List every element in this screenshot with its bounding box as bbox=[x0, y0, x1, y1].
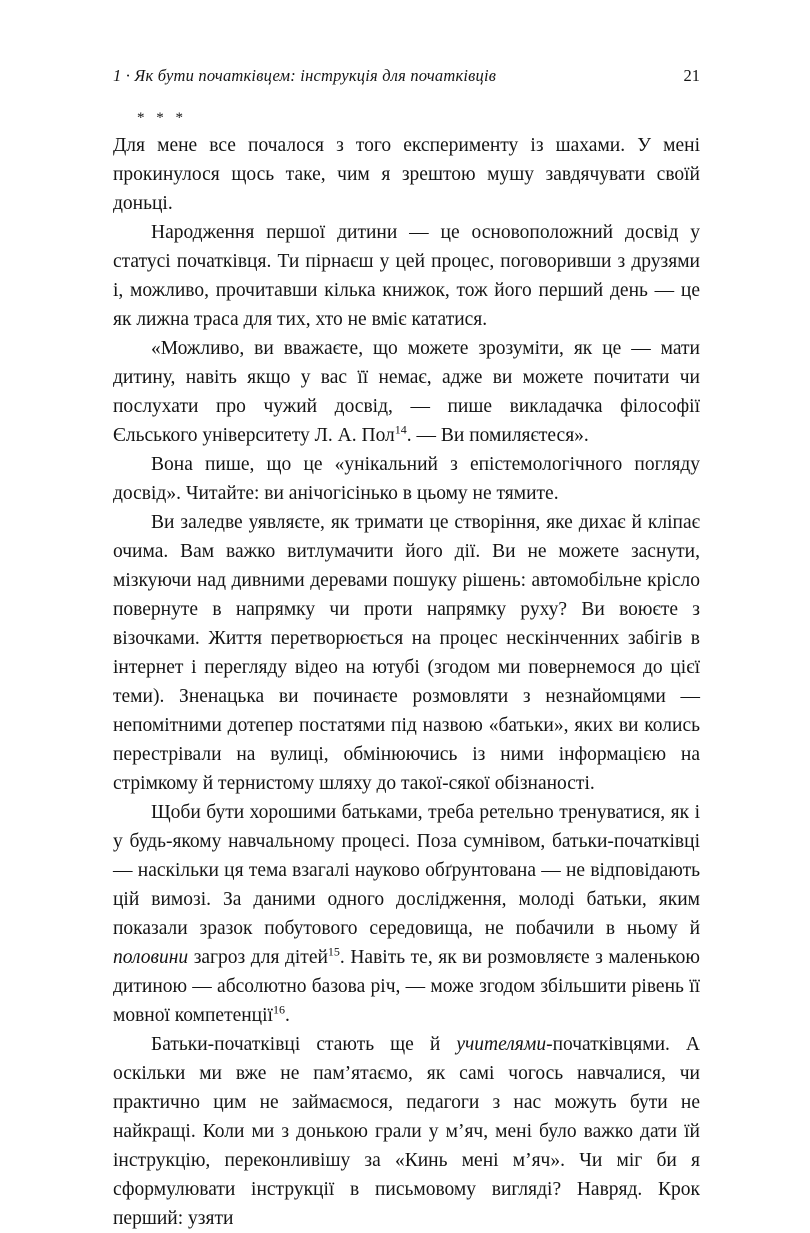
running-title: 1 · Як бути початківцем: інструкція для початківців bbox=[113, 66, 497, 85]
paragraph bbox=[113, 334, 700, 450]
text-segment: загроз для дітей bbox=[188, 947, 328, 968]
body-text bbox=[113, 131, 700, 1233]
text-segment: . bbox=[284, 1005, 290, 1026]
text-segment: Щоби бути хорошими батьками, треба ретельно тренуватися, як і у будь-якому навчальному процесі. Поза сумнівом, батьки-початківці — наскільки ця тема взагалі науково обґрунтована — не відповідають цій вимозі. За даними одного дослідження, молоді батьки, яким показали зразок побутового середовища, не побачили в ньому й bbox=[113, 802, 700, 939]
text-segment: Батьки-початківці стають ще й bbox=[151, 1034, 457, 1055]
paragraph bbox=[113, 450, 700, 508]
text-segment: «Можливо, ви вважаєте, що можете зрозуміти, як це — мати дитину, навіть якщо у вас її немає, адже ви можете почитати чи послухати про чужий досвід, — пише викладачка філософії Єльського університету Л. А. Пол bbox=[113, 338, 700, 446]
section-break: * * * bbox=[137, 110, 187, 126]
text-segment: Ви заледве уявляєте, як тримати це створіння, яке дихає й кліпає очима. Вам важко витлумачити його дії. Ви не можете заснути, мізкуючи над дивними деревами пошуку рішень: автомобільне крісло повернуте в напрямку чи проти напрямку руху? Ви воюєте з візочками. Життя перетворюється на процес нескінченних забігів в інтернет і перегляду відео на ютубі (згодом ми повернемося до цієї теми). Зненацька ви починаєте розмовляти з незнайомцями — непомітними дотепер постатями під назвою «батьки», яких ви колись перестрівали на вулиці, обмінюючись із ними інформацією на стрімкому й тернистому шляху до такої-сякої обізнаності. bbox=[113, 512, 700, 794]
paragraph bbox=[113, 1030, 700, 1233]
text-segment: . — Ви помиляєтеся». bbox=[406, 425, 589, 446]
paragraph bbox=[113, 508, 700, 798]
text-segment: половини bbox=[113, 947, 189, 968]
paragraph bbox=[113, 131, 700, 218]
text-segment: учителями bbox=[456, 1034, 547, 1055]
text-segment: Вона пише, що це «унікальний з епістемологічного погляду досвід». Читайте: ви анічогісінько в цьому не тямите. bbox=[113, 454, 700, 504]
text-segment: -початківцями. А оскільки ми вже не пам’ятаємо, як самі чогось навчалися, чи практично цим не займаємося, педагоги з нас можуть бути не найкращі. Коли ми з донькою грали у м’яч, мені було важко дати їй інструкцію, переконливішу за «Кинь мені м’яч». Чи міг би я сформулювати інструкції в письмовому вигляді? Навряд. Крок перший: узяти bbox=[113, 1034, 701, 1229]
page-number: 21 bbox=[683, 66, 700, 85]
text-segment: . Навіть те, як ви розмовляєте з маленькою дитиною — абсолютно базова річ, — може згодом збільшити рівень її мовної компетенції bbox=[113, 947, 700, 1026]
text-segment: Для мене все почалося з того експерименту із шахами. У мені прокинулося щось таке, чим я зрештою мушу завдячувати своїй доньці. bbox=[113, 135, 700, 214]
text-segment: Народження першої дитини — це основоположний досвід у статусі початківця. Ти пірнаєш у цей процес, поговоривши з друзями і, можливо, прочитавши кілька книжок, тож його перший день — це як лижна траса для тих, хто не вміє кататися. bbox=[113, 222, 700, 330]
footnote-ref: 14 bbox=[394, 422, 407, 437]
running-header bbox=[113, 66, 700, 86]
footnote-ref: 16 bbox=[272, 1002, 285, 1017]
paragraph bbox=[113, 798, 700, 1030]
paragraph bbox=[113, 218, 700, 334]
footnote-ref: 15 bbox=[327, 944, 340, 959]
